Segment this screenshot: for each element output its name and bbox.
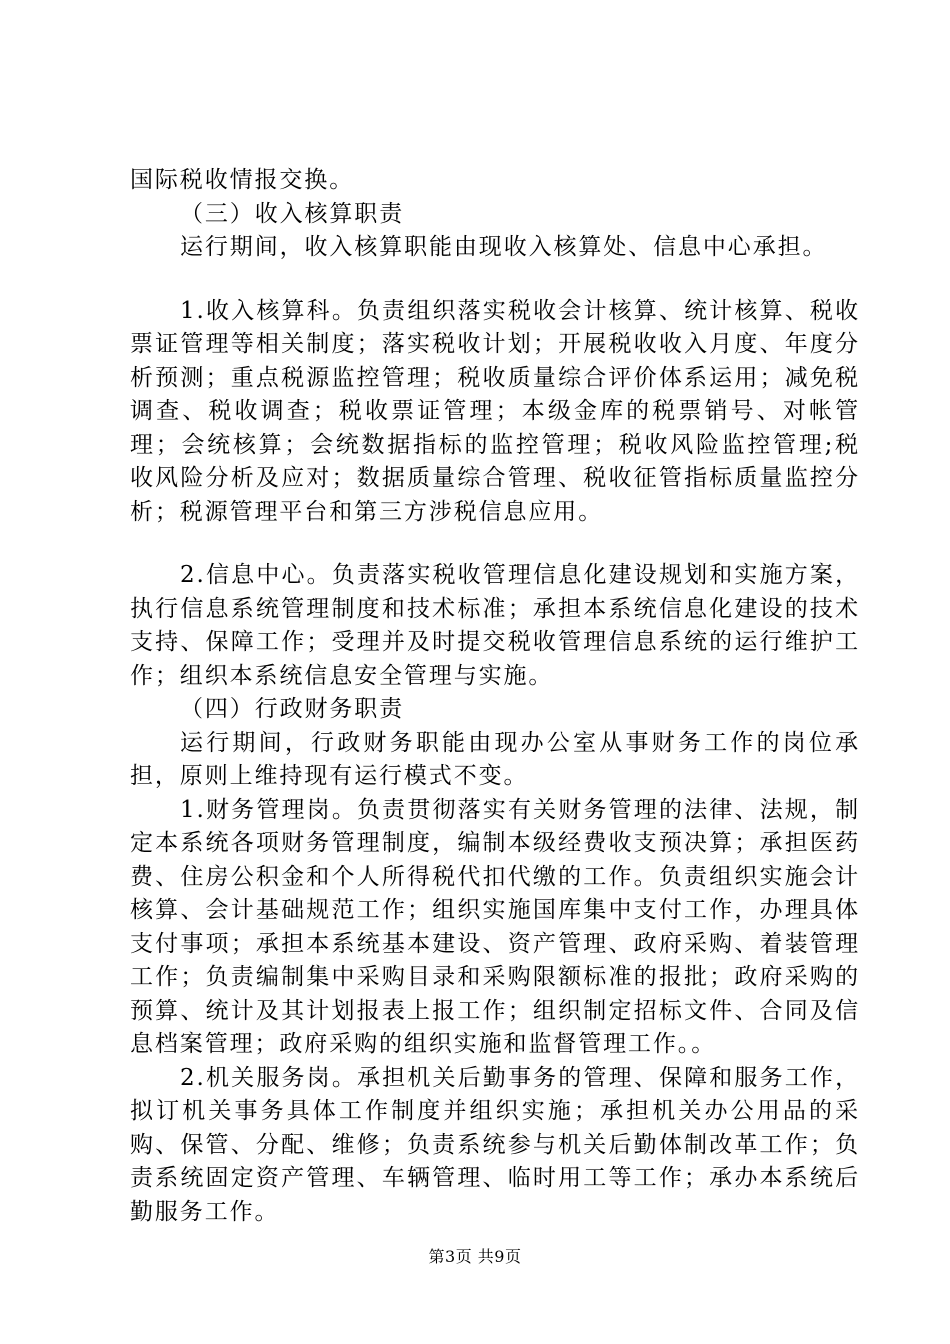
paragraph-revenue-accounting-section: 1.收入核算科。负责组织落实税收会计核算、统计核算、税收票证管理等相关制度；落实税收计划；开展税收收入月度、年度分析预测；重点税源监控管理；税收质量综合评价体系运用；减免税调查、税收调查；税收票证管理；本级金库的税票销号、对帐管理；会统核算；会统数据指标的监控管理；税收风险监控管理;税收风险分析及应对；数据质量综合管理、税收征管指标质量监控分析；税源管理平台和第三方涉税信息应用。 xyxy=(130,297,860,525)
paragraph-spacer xyxy=(130,529,860,559)
paragraph-office-service-post: 2.机关服务岗。承担机关后勤事务的管理、保障和服务工作，拟订机关事务具体工作制度并组织实施；承担机关办公用品的采购、保管、分配、维修；负责系统参与机关后勤体制改革工作；负责系统固定资产管理、车辆管理、临时用工等工作；承办本系统后勤服务工作。 xyxy=(130,1064,860,1225)
paragraph-revenue-accounting-intro: 运行期间，收入核算职能由现收入核算处、信息中心承担。 xyxy=(180,234,828,260)
paragraph-continuation: 国际税收情报交换。 xyxy=(130,167,355,193)
section-heading-admin-finance: （四）行政财务职责 xyxy=(180,696,405,722)
section-heading-revenue-accounting: （三）收入核算职责 xyxy=(180,200,405,227)
paragraph-finance-management-post: 1.财务管理岗。负责贯彻落实有关财务管理的法律、法规，制定本系统各项财务管理制度，编制本级经费收支预决算；承担医药费、住房公积金和个人所得税代扣代缴的工作。负责组织实施会计核算、会计基础规范工作；组织实施国库集中支付工作，办理具体支付事项；承担本系统基本建设、资产管理、政府采购、着装管理工作；负责编制集中采购目录和采购限额标准的报批；政府采购的预算、统计及其计划报表上报工作；组织制定招标文件、合同及信息档案管理；政府采购的组织实施和监督管理工作。。 xyxy=(130,796,860,1057)
page-number-footer: 第3页 共9页 xyxy=(428,1247,522,1266)
paragraph-information-center: 2.信息中心。负责落实税收管理信息化建设规划和实施方案，执行信息系统管理制度和技术标准；承担本系统信息化建设的技术支持、保障工作；受理并及时提交税收管理信息系统的运行维护工作；组织本系统信息安全管理与实施。 xyxy=(130,562,860,689)
document-body xyxy=(130,164,860,1229)
paragraph-admin-finance-intro: 运行期间，行政财务职能由现办公室从事财务工作的岗位承担，原则上维持现有运行模式不变。 xyxy=(130,729,860,789)
paragraph-spacer xyxy=(130,265,860,295)
